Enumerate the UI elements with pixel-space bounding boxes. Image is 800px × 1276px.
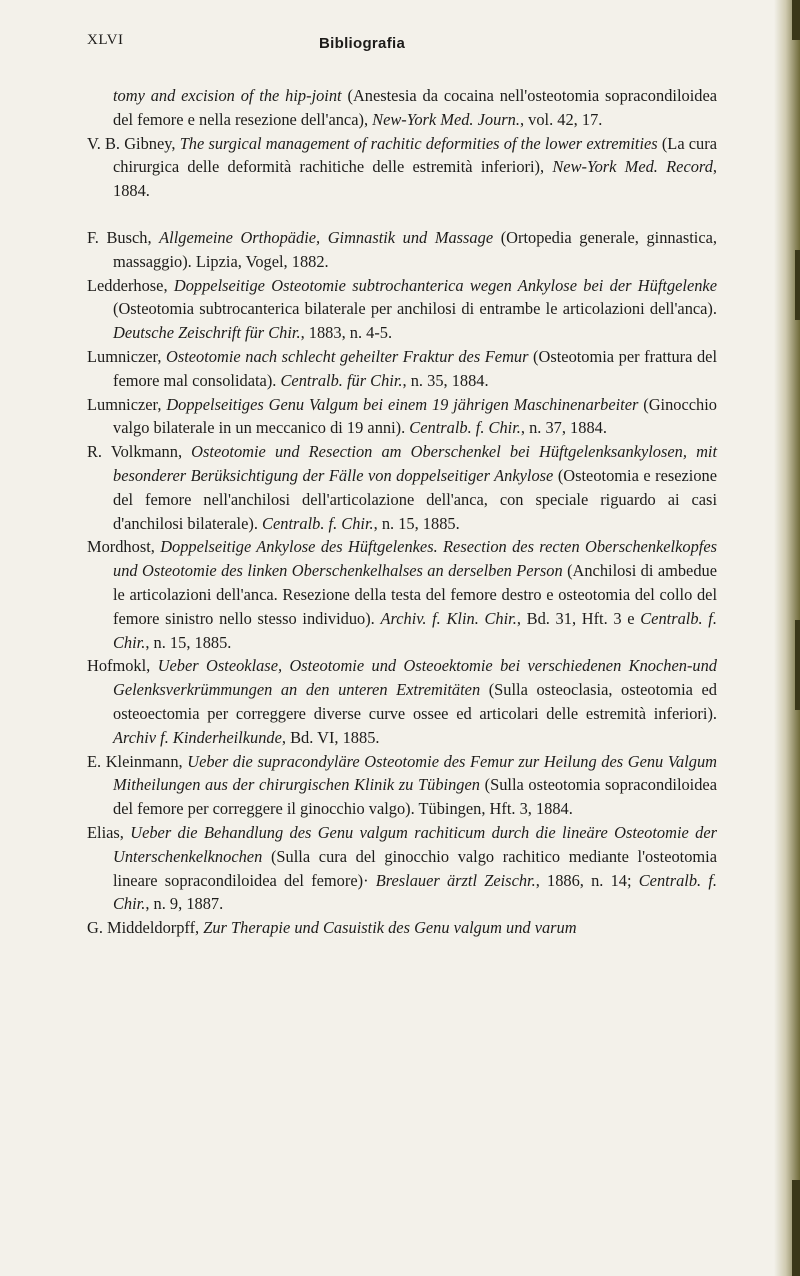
entry-author: E. Kleinmann, [87,751,188,771]
entry-author: Ledderhose, [87,275,174,295]
entry-author: Hofmokl, [87,656,158,676]
entry-title: Allgemeine Orthopädie, Gimnastik und Massage [159,227,494,247]
page-edge-mark [792,0,800,40]
entry-author: R. Volkmann, [87,442,192,462]
bibliography-entry [87,440,717,535]
page-edge-mark [795,620,800,710]
entry-description: (Osteotomia subtrocanterica bilaterale per anchilosi di entrambe le articolazioni dell'anca). [113,299,717,319]
entry-source: Archiv. f. Klin. Chir. [380,608,517,628]
bibliography-list [87,84,717,940]
entry-author: Lumniczer, [87,394,167,414]
bibliography-entry [87,84,717,132]
entry-title: Doppelseitige Osteotomie subtrochanterica wegen Ankylose bei der Hüftgelenke [173,275,717,295]
entry-source-secondary: Centralb. f. Chir. [113,870,717,914]
bibliography-entry [87,654,717,749]
entry-source-details: , n. 35, 1884. [402,370,489,390]
entry-title: tomy and excision of the hip-joint [113,86,342,105]
entry-author: Lumniczer, [87,346,167,366]
entry-title: The surgical management of rachitic deformities of the lower extremities [179,133,658,153]
entry-source-details: , n. 15, 1885. [373,513,460,533]
entry-author: F. Busch, [87,227,160,247]
entry-source: New-York Med. Record [552,157,713,177]
bibliography-entry [87,821,717,916]
entry-description: (Sulla cura del ginocchio valgo rachitico mediante l'osteotomia lineare sopracondiloidea del femore)· [113,846,717,890]
bibliography-entry [87,345,717,393]
entry-source-secondary-details: , n. 15, 1885. [145,632,232,652]
entry-description: (Ortopedia generale, ginnastica, massaggio). Lipzia, Vogel, 1882. [113,227,717,271]
entry-source: Centralb. f. Chir. [409,418,521,438]
entry-source: Deutsche Zeischrift für Chir. [113,323,301,343]
entry-source: Breslauer ärztl Zeischr. [375,870,536,890]
entry-description: (Anchilosi di ambedue le articolazioni dell'anca. Resezione della testa del femore destro e osteotomia del collo del femore sinistro nello stesso individuo). [113,561,717,628]
bibliography-entry [87,274,717,345]
running-head: Bibliografia [319,35,406,52]
entry-title: Doppelseitige Ankylose des Hüftgelenkes. Resection des recten Oberschenkelkopfes und Osteotomie des linken Oberschenkelhalses an derselben Person [113,537,717,581]
page-edge-mark [792,1180,800,1276]
entry-source: Centralb. f. Chir. [262,513,374,533]
page-edge-mark [795,250,800,320]
entry-title: Ueber die Behandlung des Genu valgum rachiticum durch die lineäre Osteotomie der Unterschenkelknochen [113,822,718,866]
entry-source-secondary-details: , n. 9, 1887. [145,894,224,914]
entry-title: Ueber die supracondyläre Osteotomie des Femur zur Heilung des Genu Valgum Mitheilungen aus der chirurgischen Klinik zu Tübingen [113,751,718,795]
entry-title: Osteotomie nach schlecht geheilter Fraktur des Femur [166,346,529,366]
bibliography-entry [87,750,717,821]
entry-source-details: , 1886, n. 14; [535,870,639,890]
entry-title: Ueber Osteoklase, Osteotomie und Osteoektomie bei verschiedenen Knochen-und Gelenksverkrümmungen an den unteren Extremitäten [113,656,717,700]
entry-title: Zur Therapie und Casuistik des Genu valgum und varum [203,918,577,938]
entry-source-details: , 1884. [113,157,717,201]
entry-source-details: , n. 37, 1884. [520,418,607,438]
entry-description: (La cura chirurgica delle deformità rachitiche delle estremità inferiori), [113,133,717,177]
entry-source: Archiv f. Kinderheilkunde [113,727,282,747]
entry-source-details: , Bd. VI, 1885. [281,727,380,747]
entry-source: Centralb. für Chir. [280,370,403,390]
entry-title: Osteotomie und Resection am Oberschenkel bei Hüftgelenksankylosen, mit besonderer Berüksichtigung der Fälle von doppelseitiger Ankylose [113,442,718,485]
bibliography-entry [87,393,717,441]
entry-description: (Ginocchio valgo bilaterale in un meccanico di 19 anni). [113,394,717,438]
entry-author: Elias, [87,822,131,842]
entry-author: G. Middeldorpff, [87,918,204,938]
entry-source: New-York Med. Journ. [372,109,520,129]
entry-source-secondary: Centralb. f. Chir. [113,608,717,652]
page-number: XLVI [87,32,124,48]
entry-author: Mordhost, [87,537,161,557]
entry-description: (Anestesia da cocaina nell'osteotomia sopracondiloidea del femore e nella resezione dell'anca), [113,86,717,129]
entry-description: (Osteotomia e resezione del femore nell'anchilosi dell'articolazione dell'anca, con speciale riguardo ai casi d'anchilosi bilaterale). [113,465,717,533]
bibliography-entry [87,132,717,203]
entry-description: (Osteotomia per frattura del femore mal consolidata). [113,346,717,390]
entry-description: (Sulla osteotomia sopracondiloidea del femore per correggere il ginocchio valgo). Tübingen, Hft. 3, 1884. [113,775,717,819]
bibliography-entry [87,916,717,940]
entry-author: V. B. Gibney, [87,133,180,153]
bibliography-entry [87,535,717,654]
entry-source-details: , 1883, n. 4-5. [300,323,393,343]
entry-source-details: , Bd. 31, Hft. 3 e [516,608,641,628]
entry-title: Doppelseitiges Genu Valgum bei einem 19 jährigen Maschinenarbeiter [166,394,639,414]
entry-source-details: , vol. 42, 17. [519,109,603,129]
page-header [87,32,647,58]
entry-description: (Sulla osteoclasia, osteotomia ed osteoectomia per correggere diverse curve ossee ed articolari delle estremità inferiori). [113,680,717,723]
bibliography-entry [87,226,717,274]
